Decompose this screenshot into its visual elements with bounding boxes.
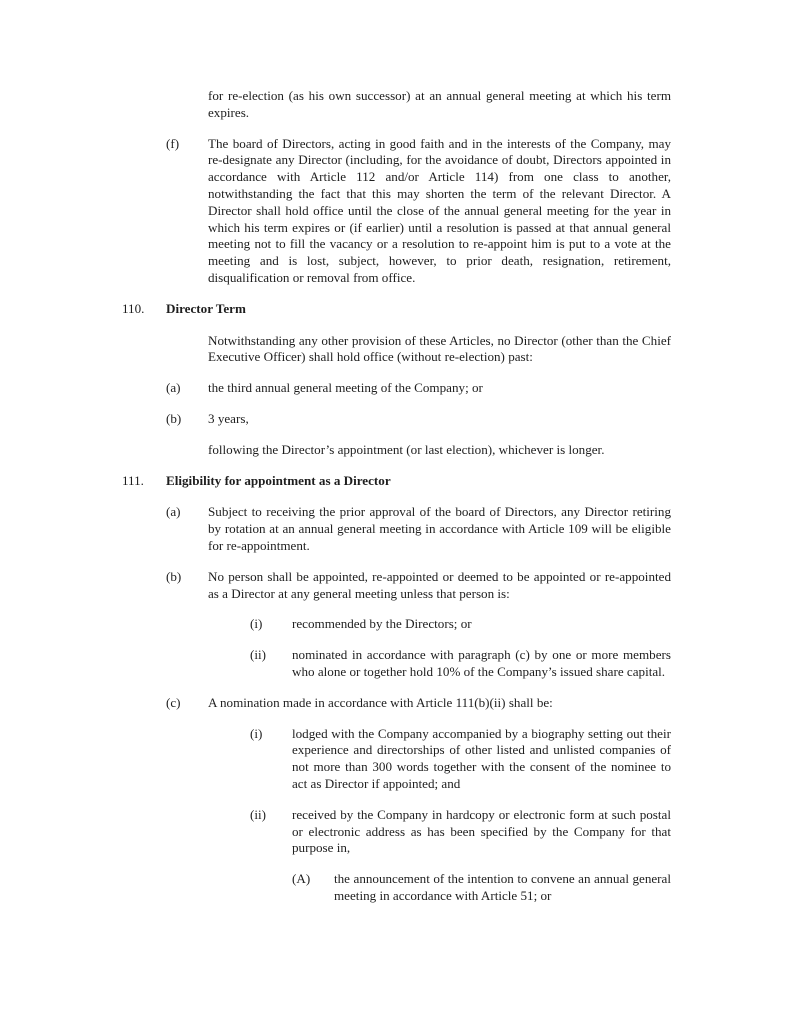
item-ii	[250, 807, 671, 857]
item-marker: (a)	[166, 380, 181, 396]
item-ii	[250, 647, 671, 681]
item-marker: (ii)	[250, 806, 266, 822]
item-marker: (b)	[166, 410, 182, 426]
item-a	[166, 380, 671, 397]
item-c	[166, 695, 671, 712]
item-i	[250, 726, 671, 793]
item-b	[166, 411, 671, 428]
item-marker: (ii)	[250, 647, 266, 663]
item-text: the third annual general meeting of the Company; or	[208, 380, 483, 396]
section-heading: Director Term	[166, 300, 246, 316]
item-marker: (f)	[166, 135, 180, 151]
item-text: 3 years,	[208, 410, 249, 426]
item-text: lodged with the Company accompanied by a biography setting out their experience and directorships of other listed and unlisted companies of not more than 300 words together with the consent of the nominee to act as Director if appointed; and	[292, 725, 671, 791]
paragraph: following the Director’s appointment (or last election), whichever is longer.	[208, 441, 605, 457]
item-A	[292, 871, 671, 905]
item-marker: (i)	[250, 725, 263, 741]
item-marker: (a)	[166, 504, 181, 520]
item-text: the announcement of the intention to convene an annual general meeting in accordance with Article 51; or	[334, 871, 671, 903]
item-text: Subject to receiving the prior approval of the board of Directors, any Director retiring by rotation at an annual general meeting in accordance with Article 109 will be eligible for re-appointment.	[208, 504, 671, 553]
item-marker: (i)	[250, 616, 263, 632]
section-111	[122, 473, 671, 490]
section-number: 111.	[122, 472, 144, 488]
item-text: received by the Company in hardcopy or electronic form at such postal or electronic address as has been specified by the Company for that purpose in,	[292, 806, 671, 856]
item-text: The board of Directors, acting in good faith and in the interests of the Company, may re-designate any Director (including, for the avoidance of doubt, Directors appointed in accordance with Article 112 and/or Article 114) from one class to another, notwithstanding the fact that this may shorten the term of the relevant Director. A Director shall hold office until the close of the annual general meeting for the year in which his term expires or (if earlier) until a resolution is passed at that annual general meeting not to fill the vacancy or a resolution to re-appoint him is put to a vote at the meeting and is lost, subject, however, to prior death, resignation, retirement, disqualification or removal from office.	[208, 135, 671, 285]
item-marker: (b)	[166, 568, 182, 584]
item-b	[166, 569, 671, 603]
section-number: 110.	[122, 300, 145, 316]
section-heading: Eligibility for appointment as a Director	[166, 472, 391, 488]
paragraph: Notwithstanding any other provision of these Articles, no Director (other than the Chief Executive Officer) shall hold office (without re-election) past:	[208, 332, 671, 365]
item-f	[166, 136, 671, 287]
item-marker: (c)	[166, 694, 181, 710]
continuation-paragraph: for re-election (as his own successor) at an annual general meeting at which his term expires.	[208, 88, 671, 120]
item-marker: (A)	[292, 871, 311, 887]
item-text: nominated in accordance with paragraph (c) by one or more members who alone or together hold 10% of the Company’s issued share capital.	[292, 647, 671, 679]
item-text: recommended by the Directors; or	[292, 616, 472, 632]
item-a	[166, 504, 671, 554]
item-text: No person shall be appointed, re-appointed or deemed to be appointed or re-appointed as a Director at any general meeting unless that person is:	[208, 568, 671, 601]
item-i	[250, 616, 671, 633]
section-110	[122, 301, 671, 318]
item-text: A nomination made in accordance with Article 111(b)(ii) shall be:	[208, 694, 553, 710]
